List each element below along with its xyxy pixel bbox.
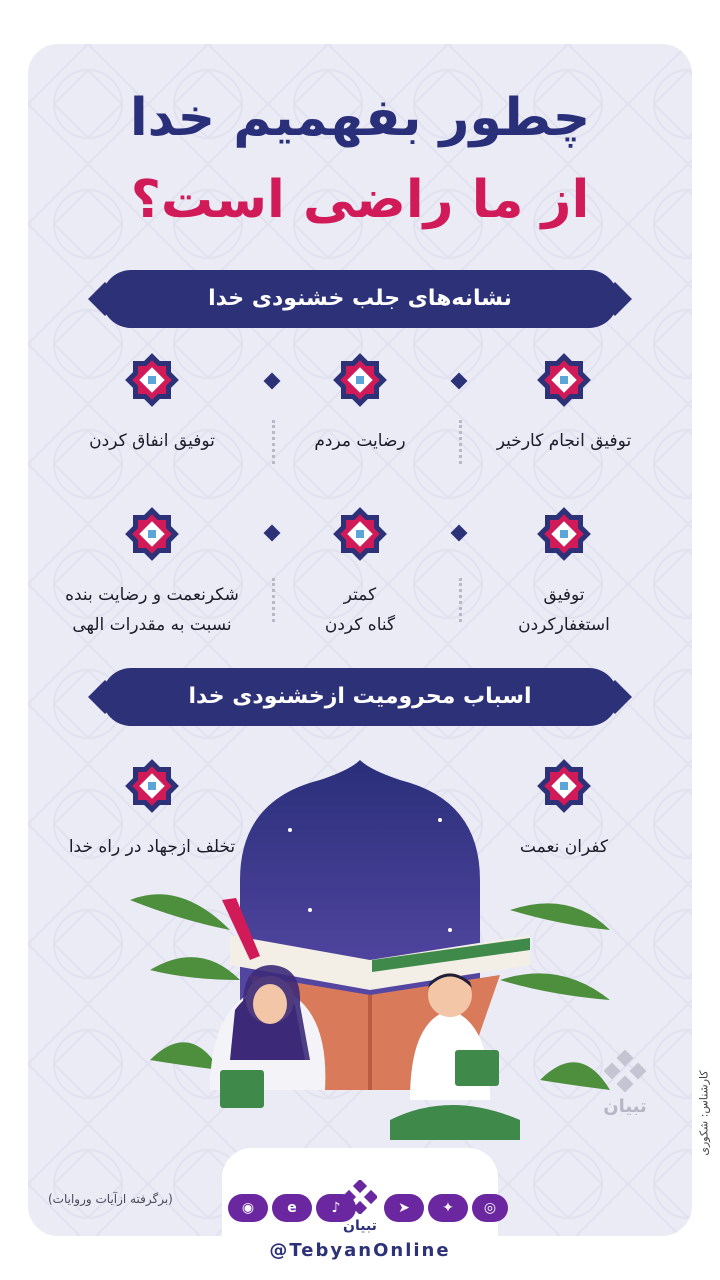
main-title-line2: از ما راضی است؟: [130, 170, 590, 230]
quran-reading-illustration: [110, 760, 630, 1170]
separator-line: [459, 420, 462, 464]
medal-icon: [536, 506, 592, 562]
sign-label: توفیق انجام کارخیر: [496, 431, 632, 451]
sign-item-repentance: [469, 506, 659, 640]
expert-credit: کارشناس: شکوری: [697, 1070, 711, 1156]
twitter-icon[interactable]: ✦: [428, 1194, 468, 1222]
medal-icon: [332, 506, 388, 562]
sign-label: رضایت مردم: [314, 431, 406, 451]
sign-label: توفیق استغفارکردن: [518, 585, 610, 635]
sign-label: توفیق انفاق کردن: [89, 431, 215, 451]
sign-label: شکرنعمت و رضایت بنده نسبت به مقدرات الهی: [65, 585, 239, 635]
social-handle[interactable]: @TebyanOnline: [269, 1240, 451, 1261]
aparat-icon[interactable]: ♪: [316, 1194, 356, 1222]
source-note: (برگرفته ازآیات وروایات): [48, 1192, 173, 1206]
main-title-line1: چطور بفهمیم خدا: [129, 88, 591, 148]
deprivation-label: تخلف ازجهاد در راه خدا: [68, 837, 236, 857]
rubika-icon[interactable]: ◉: [228, 1194, 268, 1222]
watermark-text: تبیان: [603, 1096, 647, 1117]
sign-item-good-deeds: [469, 352, 659, 456]
instagram-icon[interactable]: ◎: [472, 1194, 508, 1222]
sign-item-less-sin: [265, 506, 455, 640]
medal-icon: [536, 352, 592, 408]
separator-line: [459, 578, 462, 622]
brand-name: تبیان: [343, 1218, 377, 1234]
tebyan-logo-icon: [343, 1180, 377, 1214]
tebyan-watermark-logo: [590, 1050, 660, 1117]
sign-label: کمتر گناه کردن: [324, 585, 396, 635]
telegram-icon[interactable]: ➤: [384, 1194, 424, 1222]
sign-item-charity: [57, 352, 247, 456]
medal-icon: [124, 506, 180, 562]
separator-line: [272, 578, 275, 622]
tebyan-brand-logo: [0, 1180, 720, 1218]
tebyan-logo-icon: [604, 1050, 646, 1092]
section2-banner: اسباب محرومیت ازخشنودی خدا: [102, 668, 618, 726]
sign-item-people-satisfaction: [265, 352, 455, 456]
deprivation-label: کفران نعمت: [519, 837, 609, 857]
sign-item-gratitude: [57, 506, 247, 640]
eitaa-icon[interactable]: e: [272, 1194, 312, 1222]
separator-line: [272, 420, 275, 464]
section1-banner: نشانه‌های جلب خشنودی خدا: [102, 270, 618, 328]
medal-icon: [124, 352, 180, 408]
medal-icon: [332, 352, 388, 408]
